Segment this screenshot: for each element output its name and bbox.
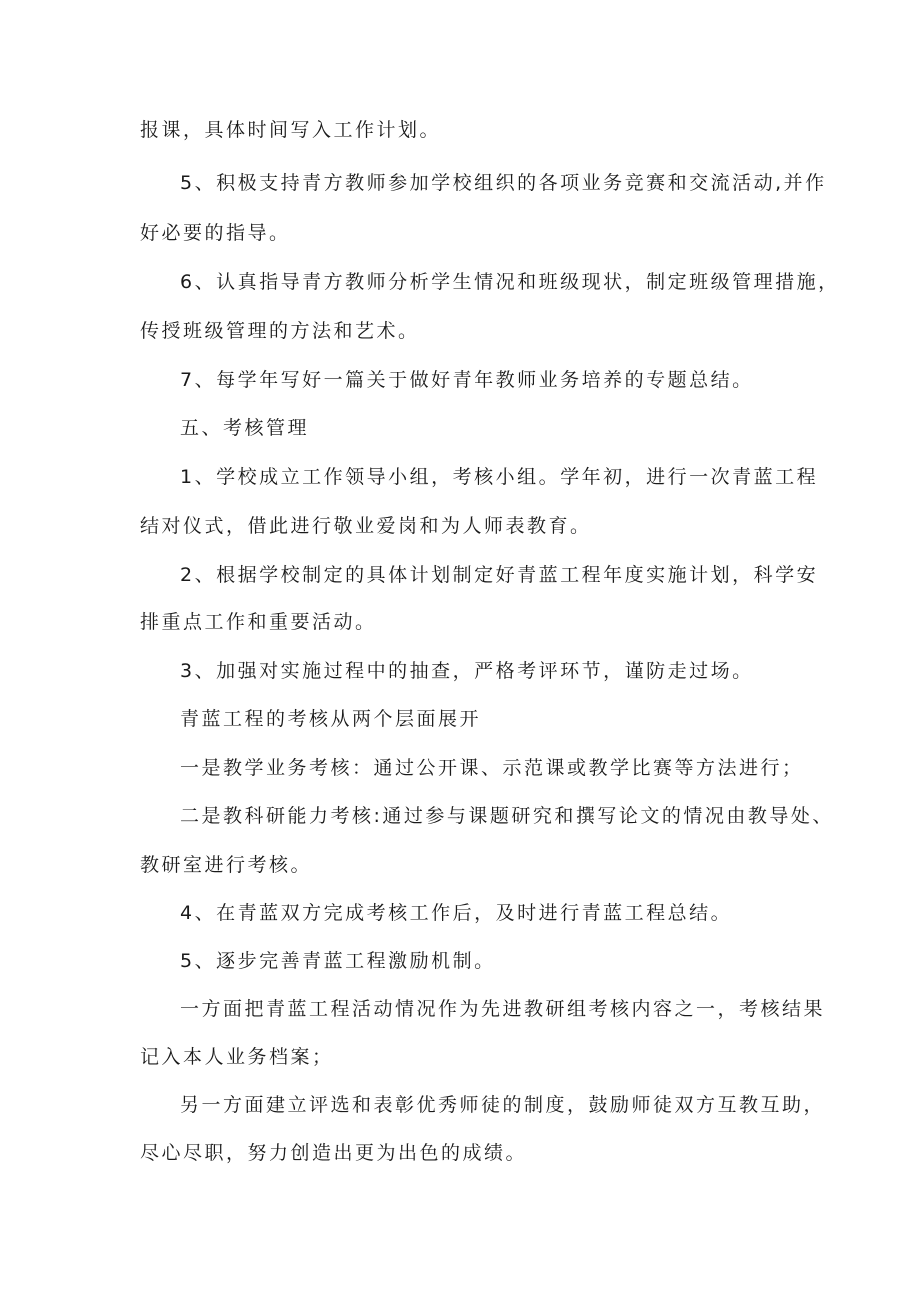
text-line: 青蓝工程的考核从两个层面展开 xyxy=(180,708,482,730)
text-line: 好必要的指导。 xyxy=(140,222,291,244)
text-line: 教研室进行考核。 xyxy=(140,854,313,876)
text-line: 记入本人业务档案； xyxy=(140,1046,334,1068)
text-line: 报课，具体时间写入工作计划。 xyxy=(140,119,442,141)
text-line: 结对仪式，借此进行敬业爱岗和为人师表教育。 xyxy=(140,515,592,537)
text-line: 6、认真指导青方教师分析学生情况和班级现状，制定班级管理措施， xyxy=(180,271,840,293)
text-line: 二是教科研能力考核:通过参与课题研究和撰写论文的情况由教导处、 xyxy=(180,805,834,827)
text-line: 4、在青蓝双方完成考核工作后，及时进行青蓝工程总结。 xyxy=(180,902,733,924)
text-line: 5、积极支持青方教师参加学校组织的各项业务竞赛和交流活动,并作 xyxy=(180,172,827,194)
text-line: 1、学校成立工作领导小组，考核小组。学年初，进行一次青蓝工程 xyxy=(180,466,819,488)
text-line: 另一方面建立评选和表彰优秀师徒的制度，鼓励师徒双方互教互助， xyxy=(180,1094,826,1116)
text-line: 一方面把青蓝工程活动情况作为先进教研组考核内容之一，考核结果 xyxy=(180,998,826,1020)
text-line: 排重点工作和重要活动。 xyxy=(140,611,377,633)
text-line: 传授班级管理的方法和艺术。 xyxy=(140,320,420,342)
text-line: 尽心尽职，努力创造出更为出色的成绩。 xyxy=(140,1142,528,1164)
text-line: 7、每学年写好一篇关于做好青年教师业务培养的专题总结。 xyxy=(180,369,754,391)
text-line: 3、加强对实施过程中的抽查，严格考评环节，谨防走过场。 xyxy=(180,660,754,682)
text-line: 2、根据学校制定的具体计划制定好青蓝工程年度实施计划，科学安 xyxy=(180,564,819,586)
text-line: 一是教学业务考核：通过公开课、示范课或教学比赛等方法进行； xyxy=(180,757,804,779)
section-heading: 五、考核管理 xyxy=(180,417,310,439)
text-line: 5、逐步完善青蓝工程激励机制。 xyxy=(180,950,496,972)
